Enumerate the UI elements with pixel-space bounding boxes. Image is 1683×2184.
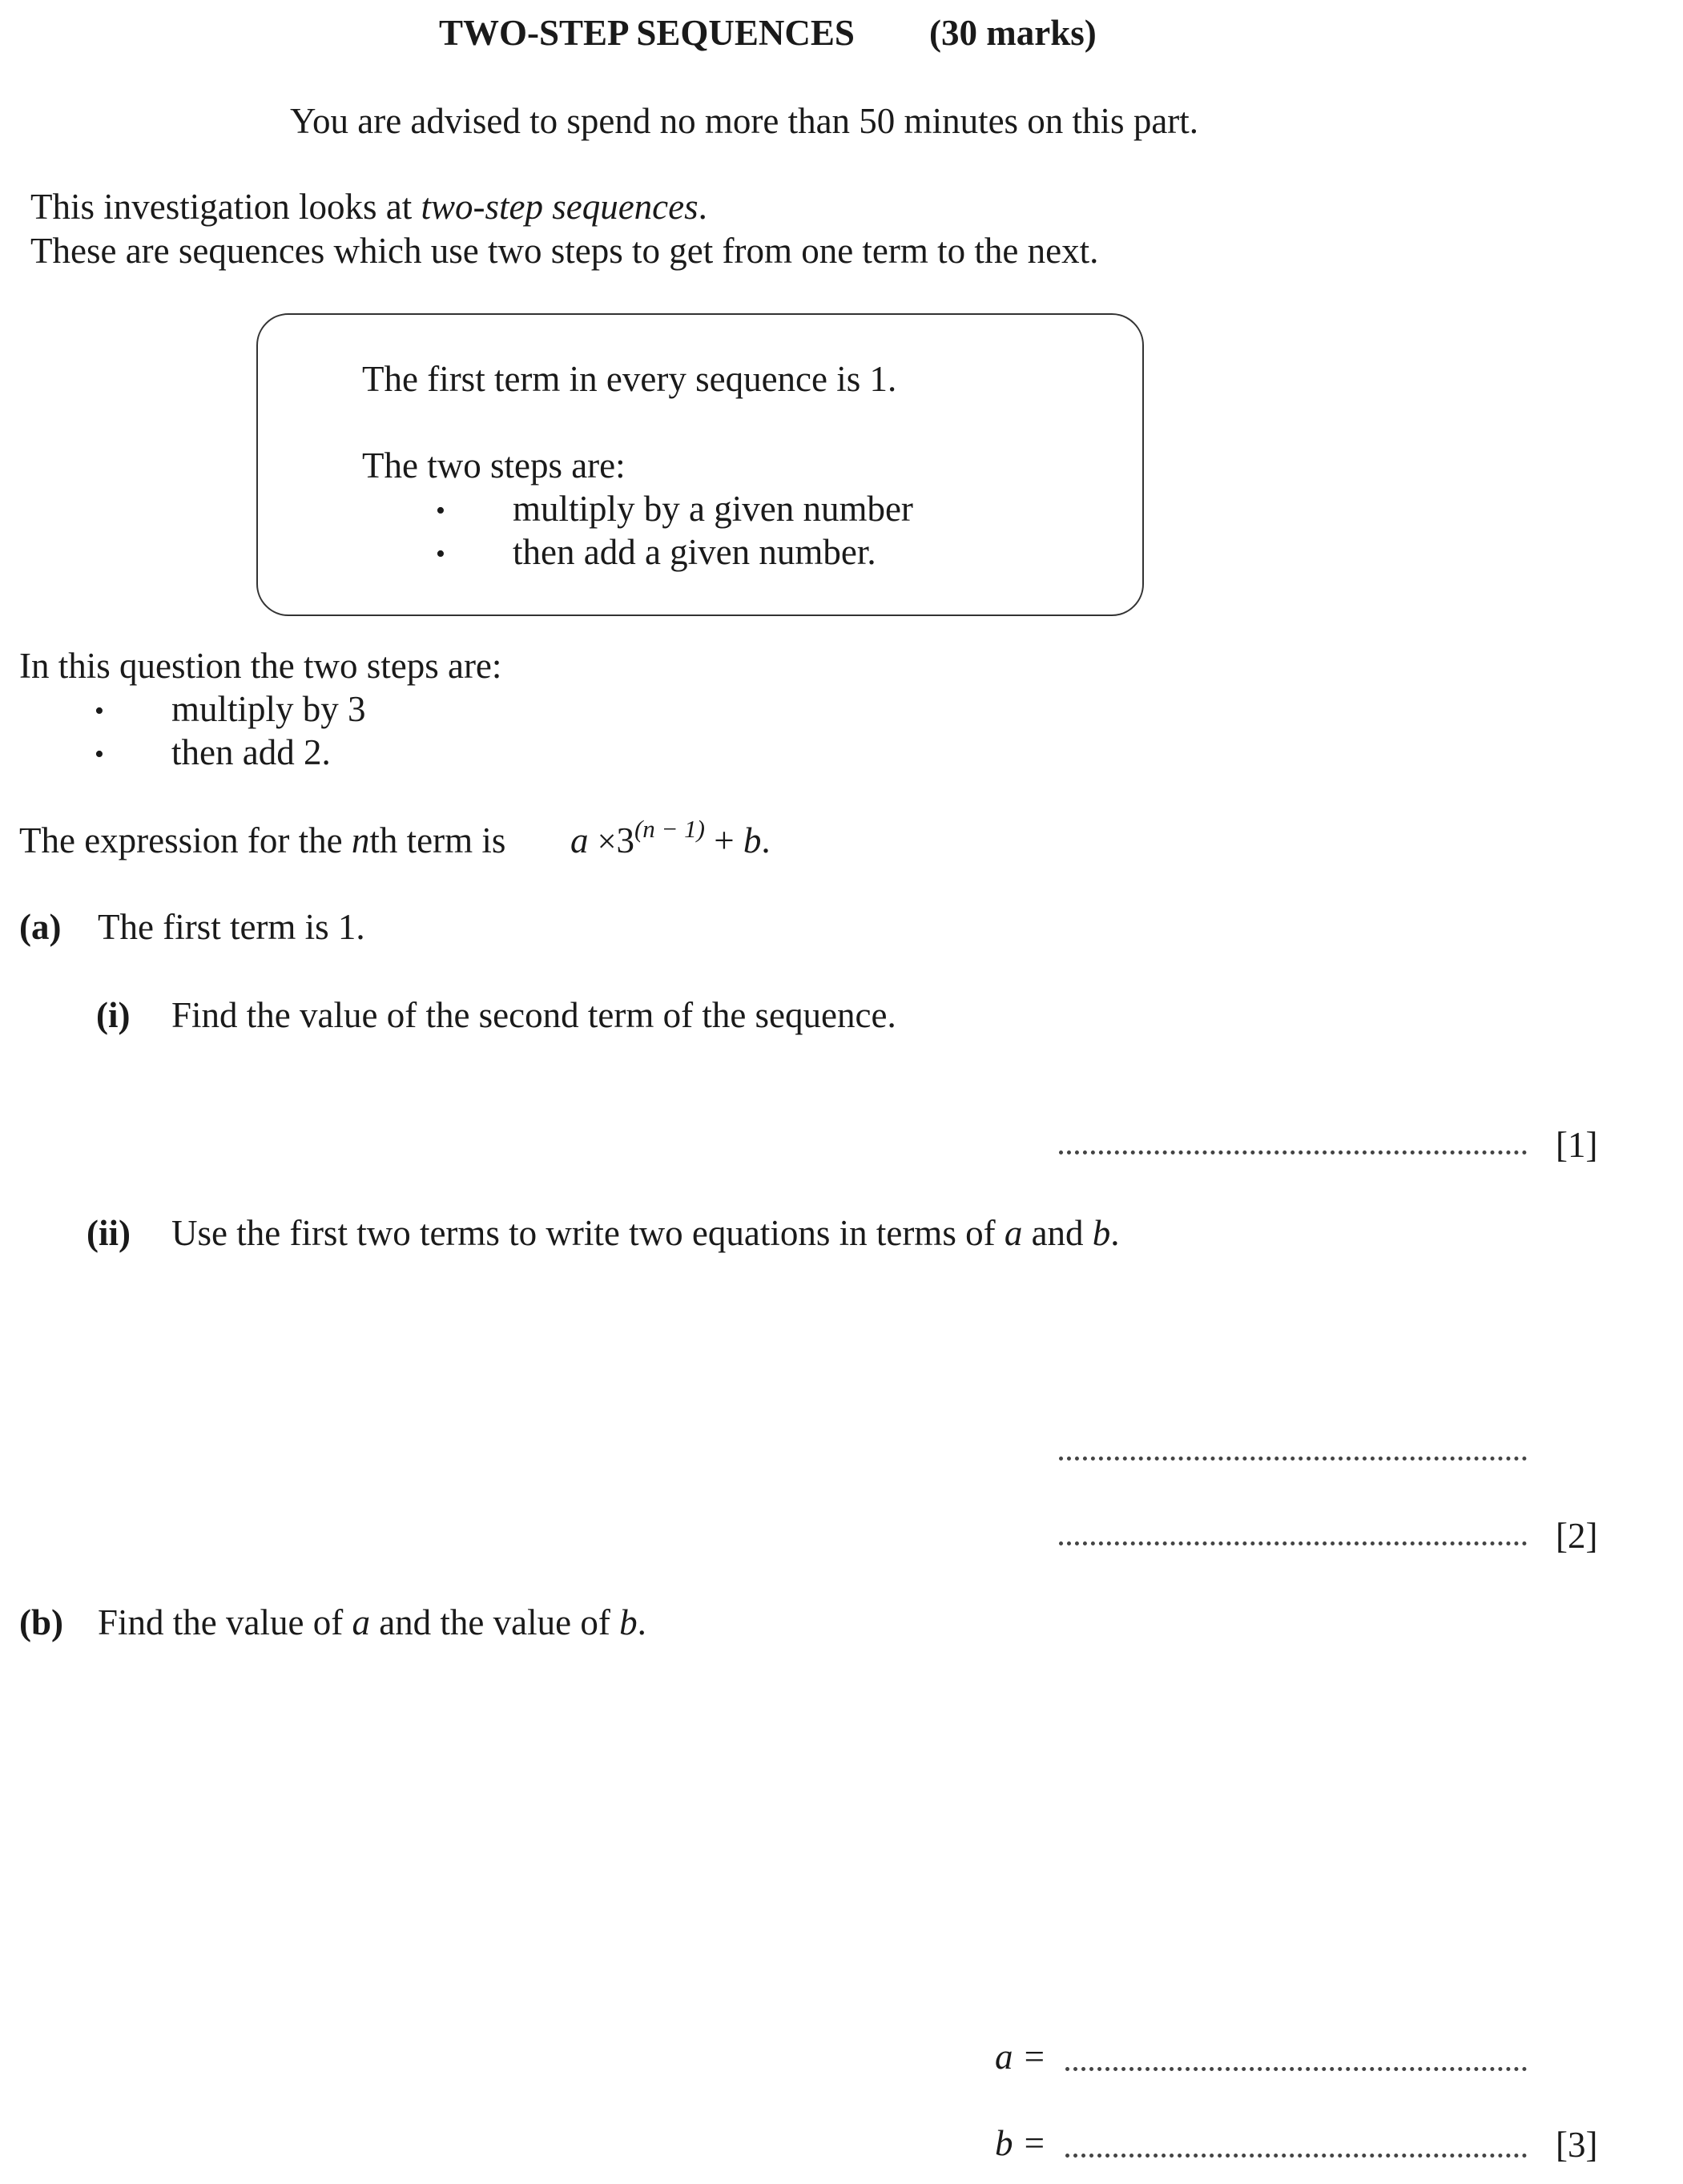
box-step-1: multiply by a given number	[513, 489, 913, 529]
intro-line-1: This investigation looks at two-step sequences.	[30, 187, 707, 227]
part-a-i-label: (i)	[96, 995, 131, 1035]
answer-line-a-ii-2[interactable]	[1059, 1541, 1527, 1545]
title-text: TWO-STEP SEQUENCES	[439, 13, 855, 53]
answer-label-a: a =	[995, 2037, 1047, 2077]
nth-term-expression: $a \times 3^{(n - 1)} + b$.	[570, 815, 771, 860]
marks-b: [3]	[1556, 2125, 1598, 2165]
question-steps-heading: In this question the two steps are:	[19, 646, 502, 686]
answer-line-a-ii-1[interactable]	[1059, 1457, 1527, 1461]
part-a-text: The first term is 1.	[98, 907, 365, 947]
marks-a-i: [1]	[1556, 1125, 1598, 1165]
answer-line-b-b[interactable]	[1065, 2154, 1527, 2158]
intro-line-2: These are sequences which use two steps to get from one term to the next.	[30, 231, 1099, 271]
part-a-ii-text: Use the first two terms to write two equations in terms of a and b.	[171, 1213, 1120, 1253]
marks-total: (30 marks)	[929, 13, 1097, 53]
time-advice: You are advised to spend no more than 50 minutes on this part.	[290, 101, 1199, 141]
part-b-label: (b)	[19, 1602, 63, 1642]
question-bullet-1: •	[95, 696, 104, 726]
box-first-term: The first term in every sequence is 1.	[362, 359, 897, 399]
question-step-2: then add 2.	[171, 732, 331, 772]
box-bullet-1: •	[436, 496, 445, 526]
nth-term-sentence: The expression for the nth term is	[19, 820, 506, 860]
answer-line-b-a[interactable]	[1065, 2067, 1527, 2071]
answer-label-b: b =	[995, 2123, 1047, 2163]
box-steps-heading: The two steps are:	[362, 445, 626, 486]
part-a-ii-label: (ii)	[87, 1213, 131, 1253]
answer-line-a-i[interactable]	[1059, 1150, 1527, 1154]
page-title	[439, 11, 855, 54]
question-bullet-2: •	[95, 739, 104, 769]
box-bullet-2: •	[436, 539, 445, 569]
part-b-text: Find the value of a and the value of b.	[98, 1602, 646, 1642]
question-step-1: multiply by 3	[171, 689, 366, 729]
box-step-2: then add a given number.	[513, 532, 876, 572]
marks-a-ii: [2]	[1556, 1516, 1598, 1556]
part-a-i-text: Find the value of the second term of the sequence.	[171, 995, 896, 1035]
part-a-label: (a)	[19, 907, 62, 947]
